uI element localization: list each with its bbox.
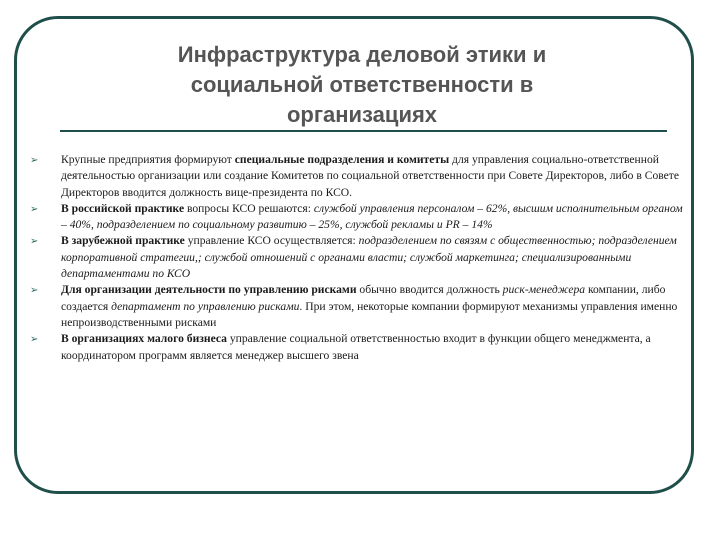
item-bold-text: специальные подразделения и комитеты — [234, 153, 450, 166]
arrow-bullet-icon: ➢ — [30, 236, 39, 248]
item-text: . При этом, некоторые компании формируют механизмы управления именно непроизводственными рисками — [61, 299, 678, 329]
item-text: управление КСО осуществляется: — [184, 234, 359, 248]
item-bold-text: В зарубежной практике — [61, 234, 185, 248]
item-italic-text: департамент по управлению рисками — [111, 299, 300, 313]
item-text: управление социальной ответственностью входит в функции общего менеджмента, а координатором программ является менеджер высшего звена — [61, 332, 651, 362]
item-text: для управления социально-ответственной деятельностью организации или создание Комитетов по социальной ответственности при Совете Директоров, либо в Совете Директоров вводится должность вице-президента по КСО. — [61, 153, 680, 199]
arrow-bullet-icon: ➢ — [30, 155, 39, 166]
title-divider — [60, 130, 667, 132]
title-line-1: Инфраструктура деловой этики и — [177, 42, 547, 67]
list-item — [30, 331, 690, 364]
bullet-list — [30, 152, 690, 364]
list-item — [30, 233, 690, 282]
arrow-bullet-icon: ➢ — [30, 203, 39, 215]
item-text: обычно вводится должность — [356, 283, 503, 297]
item-bold-text: В организациях малого бизнеса — [61, 332, 227, 346]
list-item — [30, 152, 690, 201]
item-text: компании, либо создается — [61, 283, 666, 313]
item-bold-text: В российской практике — [61, 201, 185, 215]
list-item — [30, 201, 690, 234]
item-bold-text: Для организации деятельности по управлению рисками — [61, 283, 357, 297]
item-italic-text: риск-менеджера — [502, 283, 586, 297]
item-text: вопросы КСО решаются: — [184, 201, 314, 215]
item-italic-text: подразделением по связям с общественностью; подразделением корпоративной стратегии,; службой отношений с органами власти; службой маркетинга; специализированными департаментами по КСО — [61, 234, 677, 281]
slide-title — [120, 40, 604, 130]
list-item — [30, 282, 690, 331]
item-italic-text: службой управления персоналом – 62%, высшим исполнительным органом – 40%, подразделением по социальному развитию – 25%, службой рекламы и PR – 14% — [61, 201, 683, 232]
arrow-bullet-icon: ➢ — [30, 285, 39, 297]
title-line-2: социальной ответственности в — [190, 72, 534, 97]
title-line-3: организациях — [286, 102, 438, 127]
arrow-bullet-icon: ➢ — [30, 334, 39, 346]
item-text: Крупные предприятия формируют — [61, 153, 235, 166]
